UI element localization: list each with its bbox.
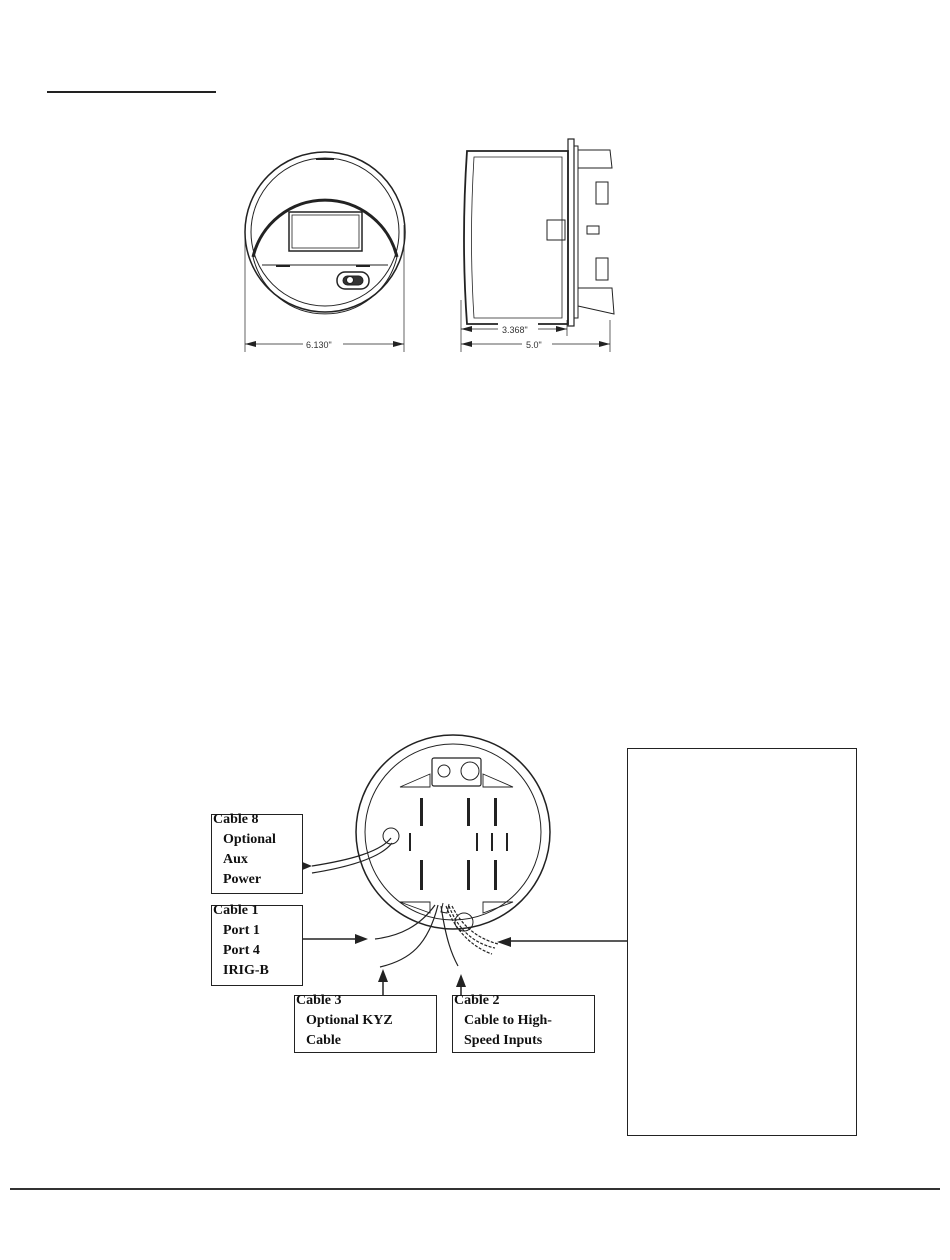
cable2-line: Cable to High- [464,1013,552,1028]
cable1-line: Port 4 [223,943,260,958]
cable2-callout [452,995,595,1053]
cable2-title: Cable 2 [454,993,500,1008]
front-width-dimension: 6.130" [306,340,332,350]
cable8-line: Optional [223,832,276,847]
side-total-depth-dimension: 5.0" [526,340,542,350]
cable8-line: Power [223,872,262,887]
cable1-line: IRIG-B [223,963,269,978]
cable1-line: Port 1 [223,923,260,938]
cable3-title: Cable 3 [296,993,342,1008]
cable3-line: Optional KYZ [306,1013,393,1028]
cable1-callout [211,905,303,986]
footer-rule [10,1188,940,1190]
cable8-title: Cable 8 [213,812,259,827]
cable8-callout [211,814,303,894]
cable2-line: Speed Inputs [464,1033,543,1048]
cable3-callout [294,995,437,1053]
cable1-title: Cable 1 [213,903,259,918]
cable8-line: Aux [223,852,248,867]
cable3-line: Cable [306,1033,341,1048]
note-box [627,748,857,1136]
side-body-depth-dimension: 3.368" [502,325,528,335]
